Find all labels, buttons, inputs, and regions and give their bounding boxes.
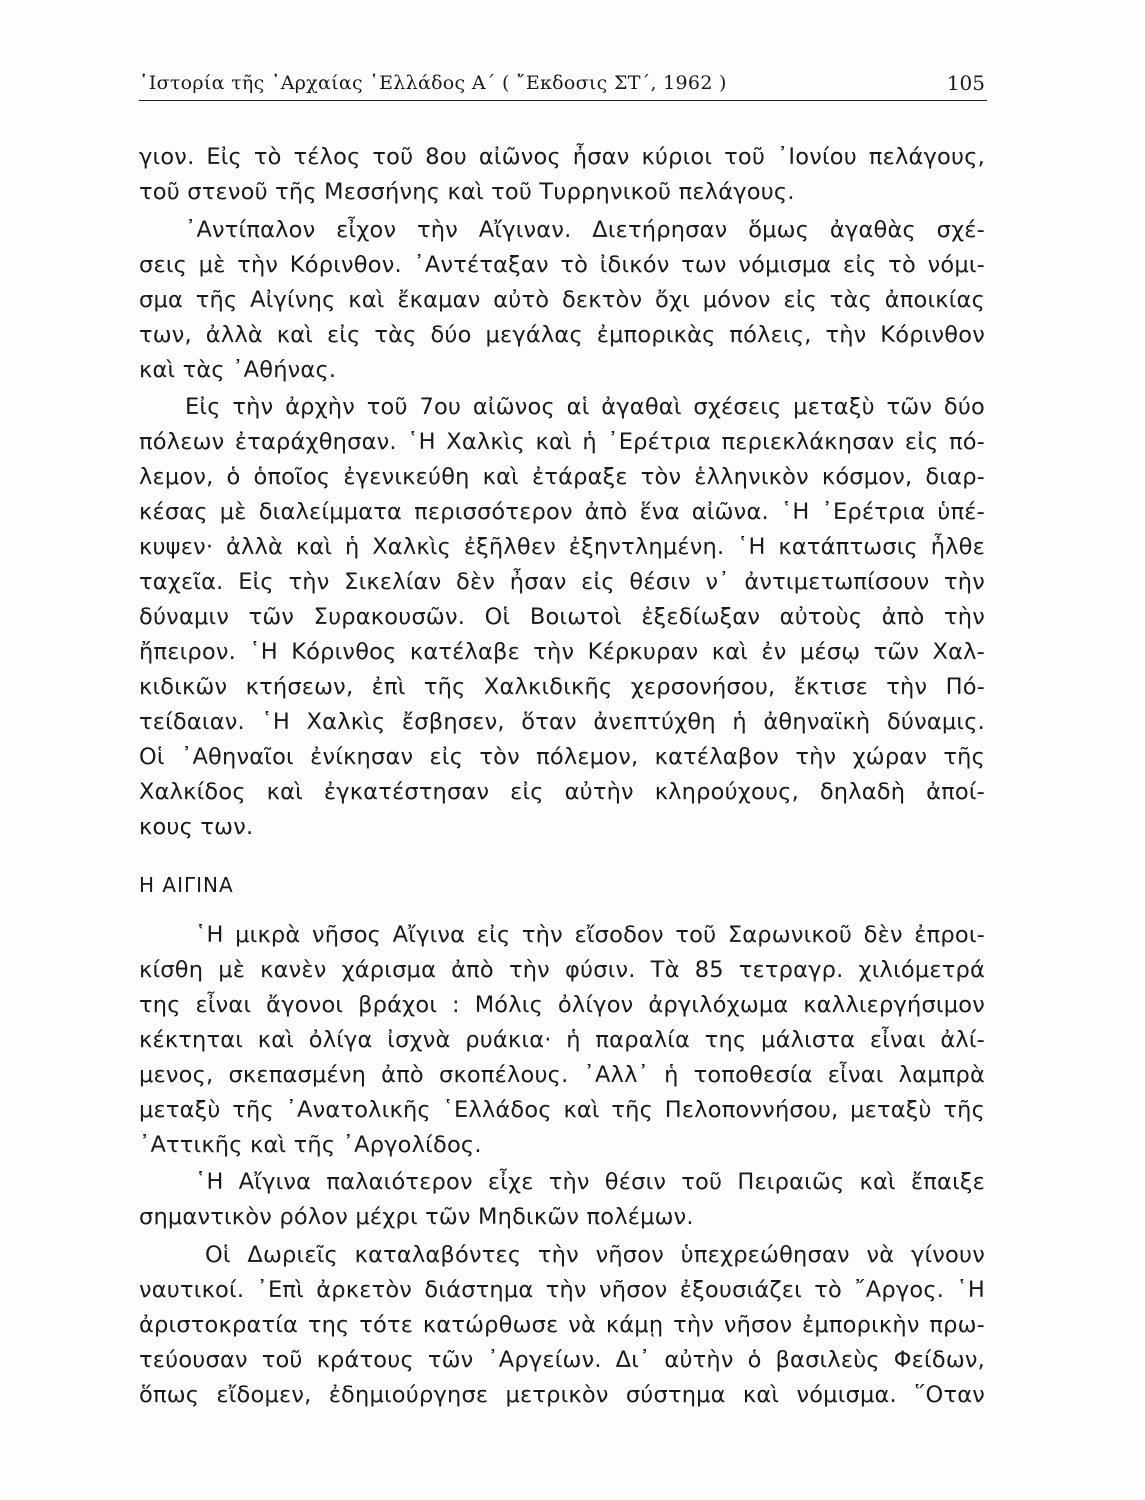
text-line: κυψεν· ἀλλὰ καὶ ἡ Χαλκὶς ἐξῆλθεν ἐξηντλημένη. ῾Η κατάπτωσις ἦλθε (139, 534, 985, 560)
text-line: λεμον, ὁ ὁποῖος ἐγενικεύθη καὶ ἐτάραξε τὸν ἑλληνικὸν κόσμον, διαρ- (139, 464, 985, 490)
text-line: Οἱ Δωριεῖς καταλαβόντες τὴν νῆσον ὑπεχρεώθησαν νὰ γίνουν (205, 1242, 985, 1268)
text-line: κους των. (139, 814, 254, 840)
text-line: Εἰς τὴν ἀρχὴν τοῦ 7ου αἰῶνος αἱ ἀγαθαὶ σχέσεις μεταξὺ τῶν δύο (185, 394, 985, 420)
text-line: Χαλκίδος καὶ ἐγκατέστησαν εἰς αὐτὴν κληρούχους, δηλαδὴ ἀποί- (139, 779, 985, 805)
page-number: 105 (946, 71, 985, 95)
text-line: των, ἀλλὰ καὶ εἰς τὰς δύο μεγάλας ἐμπορικὰς πόλεις, τὴν Κόρινθον (139, 322, 985, 348)
text-line: ᾿Αντίπαλον εἶχον τὴν Αἴγιναν. Διετήρησαν ὅμως ἀγαθὰς σχέ- (185, 217, 985, 243)
text-line: τεύουσαν τοῦ κράτους τῶν ᾿Αργείων. Δι᾿ αὐτὴν ὁ βασιλεὺς Φείδων, (139, 1347, 985, 1373)
text-line: κέκτηται καὶ ὀλίγα ἰσχνὰ ρυάκια· ἡ παραλία της μάλιστα εἶναι ἀλί- (139, 1027, 985, 1053)
text-line: ταχεῖα. Εἰς τὴν Σικελίαν δὲν ἦσαν εἰς θέσιν ν᾿ ἀντιμετωπίσουν τὴν (139, 569, 985, 595)
text-line: τείδαιαν. ῾Η Χαλκὶς ἔσβησεν, ὅταν ἀνεπτύχθη ἡ ἀθηναϊκὴ δύναμις. (139, 709, 985, 735)
text-line: καὶ τὰς ᾿Αθήνας. (139, 357, 337, 383)
text-line: κιδικῶν κτήσεων, ἐπὶ τῆς Χαλκιδικῆς χερσονήσου, ἔκτισε τὴν Πό- (139, 674, 985, 700)
text-line: γιον. Εἰς τὸ τέλος τοῦ 8ου αἰῶνος ἦσαν κύριοι τοῦ ᾿Ιονίου πελάγους, (139, 144, 985, 170)
text-line: σημαντικὸν ρόλον μέχρι τῶν Μηδικῶν πολέμων. (139, 1204, 694, 1230)
text-line: σεις μὲ τὴν Κόρινθον. ᾿Αντέταξαν τὸ ἰδικόν των νόμισμα εἰς τὸ νόμι- (139, 252, 985, 278)
header-title: ῾Ιστορία τῆς ᾿Αρχαίας ῾Ελλάδος Α΄ ( ῎Εκδοσις ΣΤ΄, 1962 ) (139, 72, 727, 94)
text-line: ἤπειρον. ῾Η Κόρινθος κατέλαβε τὴν Κέρκυραν καὶ ἐν μέσῳ τῶν Χαλ- (139, 639, 985, 665)
text-line: ναυτικοί. ᾿Επὶ ἀρκετὸν διάστημα τὴν νῆσον ἐξουσιάζει τὸ ῎Αργος. ῾Η (139, 1277, 985, 1303)
text-line: Οἱ ᾿Αθηναῖοι ἐνίκησαν εἰς τὸν πόλεμον, κατέλαβον τὴν χώραν τῆς (139, 744, 985, 770)
text-line: της εἶναι ἄγονοι βράχοι : Μόλις ὀλίγον ἀργιλόχωμα καλλιεργήσιμον (139, 992, 985, 1018)
text-line: ἀριστοκρατία της τότε κατώρθωσε νὰ κάμῃ τὴν νῆσον ἐμπορικὴν πρω- (139, 1312, 985, 1338)
text-line: μεταξὺ τῆς ᾿Ανατολικῆς ῾Ελλάδος καὶ τῆς Πελοποννήσου, μεταξὺ τῆς (139, 1097, 985, 1123)
text-line: μενος, σκεπασμένη ἀπὸ σκοπέλους. ᾿Αλλ᾿ ἡ τοποθεσία εἶναι λαμπρὰ (139, 1062, 985, 1088)
text-line: σμα τῆς Αἰγίνης καὶ ἔκαμαν αὐτὸ δεκτὸν ὄχι μόνον εἰς τὰς ἀποικίας (139, 287, 985, 313)
running-header (139, 66, 987, 101)
section-heading: Η ΑΙΓΙΝΑ (139, 873, 234, 897)
text-line: ῾Η Αἴγινα παλαιότερον εἶχε τὴν θέσιν τοῦ Πειραιῶς καὶ ἔπαιξε (195, 1169, 985, 1195)
text-line: ῾Η μικρὰ νῆσος Αἴγινα εἰς τὴν εἴσοδον τοῦ Σαρωνικοῦ δὲν ἐπροι- (195, 922, 985, 948)
text-line: πόλεων ἐταράχθησαν. ῾Η Χαλκὶς καὶ ἡ ᾿Ερέτρια περιεκλάκησαν εἰς πό- (139, 429, 985, 455)
text-line: τοῦ στενοῦ τῆς Μεσσήνης καὶ τοῦ Τυρρηνικοῦ πελάγους. (139, 179, 795, 205)
text-line: δύναμιν τῶν Συρακουσῶν. Οἱ Βοιωτοὶ ἐξεδίωξαν αὐτοὺς ἀπὸ τὴν (139, 604, 985, 630)
text-line: κίσθη μὲ κανὲν χάρισμα ἀπὸ τὴν φύσιν. Τὰ 85 τετραγρ. χιλιόμετρά (139, 957, 985, 983)
text-line: ὅπως εἴδομεν, ἐδημιούργησε μετρικὸν σύστημα καὶ νόμισμα. ῞Οταν (139, 1382, 985, 1408)
text-line: ᾿Αττικῆς καὶ τῆς ᾿Αργολίδος. (139, 1132, 482, 1158)
text-line: κέσας μὲ διαλείμματα περισσότερον ἀπὸ ἕνα αἰῶνα. ῾Η ᾿Ερέτρια ὑπέ- (139, 499, 985, 525)
